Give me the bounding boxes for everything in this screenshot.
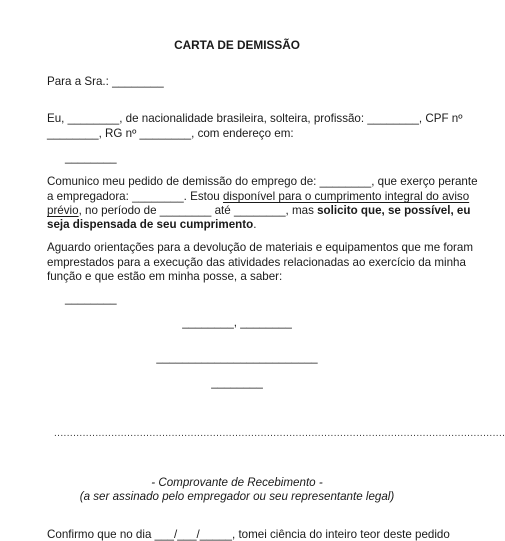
confirmation-line: Confirmo que no dia ___/___/_____, tomei ciência do inteiro teor deste pedido <box>47 528 450 541</box>
notice-availability-text: disponível para o cumprimento integral do aviso <box>222 190 470 203</box>
materials-blank: ________ <box>65 292 117 305</box>
notice-period-text: , no período de ________ até ________, mas <box>78 204 318 217</box>
period: . <box>253 218 257 231</box>
signer-name-line: ________ <box>211 376 263 389</box>
waiver-request-text: solicito que, se possível, eu <box>317 204 471 217</box>
resignation-line-3 <box>47 204 470 217</box>
materials-line-1: Aguardo orientações para a devolução de materiais e equipamentos que me foram <box>47 241 474 254</box>
resignation-line-1: Comunico meu pedido de demissão do emprego de: ________, que exerço perante <box>47 175 478 188</box>
address-blank: ________ <box>65 151 117 164</box>
materials-line-3: função e que estão em minha posse, a saber: <box>47 270 283 283</box>
signature-line: _________________________ <box>156 351 318 364</box>
materials-line-2: emprestados para a execução das atividades relacionadas ao exercício da minha <box>47 256 466 269</box>
document-title: CARTA DE DEMISSÃO <box>174 38 300 52</box>
place-date-line: ________, ________ <box>182 316 292 329</box>
resignation-line-2 <box>47 190 469 203</box>
identification-line-1: Eu, ________, de nacionalidade brasileira, solteira, profissão: ________, CPF nº <box>47 112 463 125</box>
receipt-title: - Comprovante de Recebimento - <box>151 476 323 489</box>
separator-dotted-line: .............................................................................................................................................. <box>54 428 505 439</box>
greeting-line: Para a Sra.: ________ <box>47 75 164 88</box>
waiver-request-end: seja dispensada de seu cumprimento <box>47 218 254 231</box>
identification-line-2: ________, RG nº ________, com endereço em: <box>47 127 294 140</box>
notice-word: prévio <box>47 204 79 217</box>
receipt-subtitle: (a ser assinado pelo empregador ou seu representante legal) <box>79 490 395 503</box>
resignation-line-2-text: a empregadora: ________. Estou <box>47 190 223 203</box>
resignation-line-4 <box>47 218 256 231</box>
